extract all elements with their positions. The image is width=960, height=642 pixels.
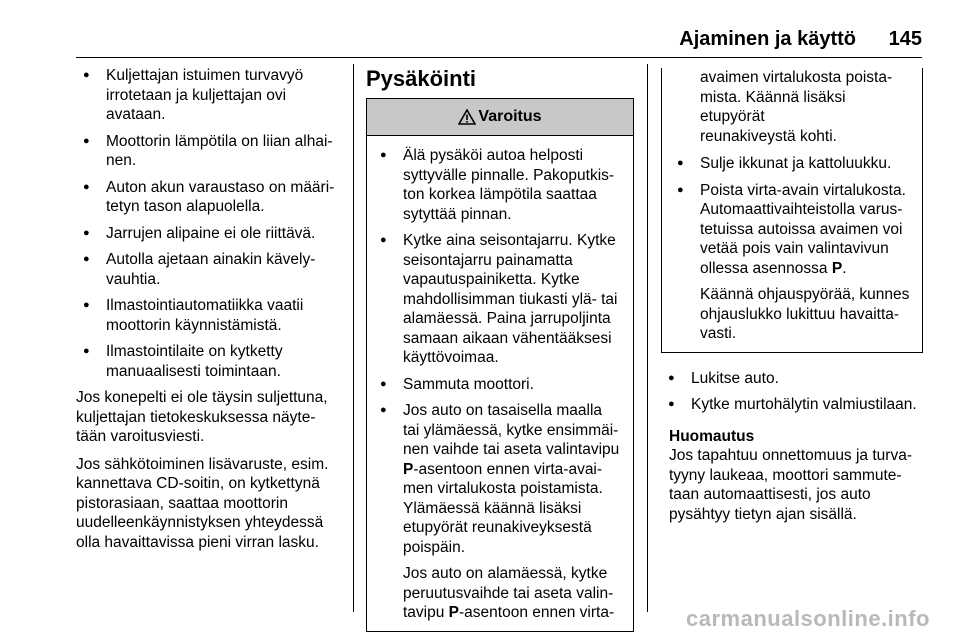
page-number: 145 bbox=[888, 28, 922, 50]
list-item bbox=[76, 296, 348, 335]
text-line: Jarrujen alipaine ei ole riittävä. bbox=[106, 224, 316, 242]
page-header bbox=[0, 0, 960, 60]
column-1 bbox=[76, 66, 348, 560]
text-line: vasti. bbox=[700, 325, 737, 342]
header-rule bbox=[76, 57, 922, 58]
text-line: tetuissa autoissa avaimen voi bbox=[700, 220, 903, 238]
list-item bbox=[76, 66, 348, 125]
text-line: pistorasiaan, saattaa moottorin bbox=[76, 494, 288, 512]
list-item bbox=[76, 132, 348, 171]
text-line: Autolla ajetaan ainakin kävely- bbox=[106, 251, 316, 268]
text-line: -asentoon ennen virta-avai- bbox=[413, 460, 603, 478]
text-line: Älä pysäköi autoa helposti bbox=[403, 147, 584, 164]
text-line: syttyvälle pinnalle. Pakoputkis- bbox=[403, 166, 615, 184]
list-item: ● Jos auto on tasaisella maalla tai ylämäessä, kytke ensimmäi- nen vaihde tai aseta valintavipu P-asentoon ennen virta-avai- men virtalukosta poistamista. Ylämäessä käännä lisäksi etupyörät reunakiveyksestä poispäin. bbox=[373, 401, 625, 557]
header-title: Ajaminen ja käyttö bbox=[679, 28, 856, 50]
text-line: sytyttää pinnan. bbox=[403, 205, 512, 223]
list-item bbox=[76, 178, 348, 217]
list-item bbox=[76, 250, 348, 289]
text-line: ohjauslukko lukittuu havaitta- bbox=[700, 305, 900, 323]
text-line: Jos auto on alamäessä, kytke bbox=[403, 565, 608, 582]
col1-paragraphs bbox=[76, 388, 348, 552]
text-line: vauhtia. bbox=[106, 270, 161, 288]
text-line: Poista virta-avain virtalukosta. bbox=[700, 181, 906, 199]
text-line: Ilmastointilaite on kytketty bbox=[106, 343, 283, 360]
list-item bbox=[373, 231, 625, 368]
warning-paragraph: Jos auto on alamäessä, kytke peruutusvaihde tai aseta valin- tavipu P-asentoon ennen virta- bbox=[403, 565, 615, 621]
section-title: Pysäköinti bbox=[366, 66, 477, 91]
text-line: kuljettajan tietokeskuksessa näyte- bbox=[76, 408, 316, 426]
text-line: Moottorin lämpötila on liian alhai- bbox=[106, 132, 333, 150]
list-item bbox=[373, 146, 625, 224]
text-line: Auton akun varaustaso on määri- bbox=[106, 178, 335, 196]
text-line: ton korkea lämpötila saattaa bbox=[403, 186, 597, 203]
list-item bbox=[76, 224, 348, 244]
text-line: avataan. bbox=[106, 106, 166, 123]
text-line: Jos sähkötoiminen lisävaruste, esim. bbox=[76, 455, 329, 473]
column-3 bbox=[661, 64, 923, 524]
text-line: alamäessä. Paina jarrupoljinta bbox=[403, 310, 611, 327]
text-line: taan automaattisesti, jos auto bbox=[669, 486, 871, 503]
text-line: tään varoitusviesti. bbox=[76, 428, 205, 445]
text-line: Kuljettajan istuimen turvavyö bbox=[106, 67, 304, 84]
warning-box bbox=[366, 98, 634, 632]
warning-header bbox=[367, 99, 633, 136]
list-item: ● Kytke murtohälytin valmiustilaan. bbox=[661, 395, 923, 415]
warning-box-continued bbox=[661, 68, 923, 353]
text-line: reunakiveystä kohti. bbox=[700, 127, 837, 145]
list-item: ● Sulje ikkunat ja kattoluukku. bbox=[670, 154, 914, 174]
note-block bbox=[661, 427, 923, 525]
text-line: käyttövoimaa. bbox=[403, 349, 499, 366]
text-line: kannettava CD-soitin, on kytkettynä bbox=[76, 475, 320, 492]
text-line: pysähtyy tietyn ajan sisällä. bbox=[669, 505, 857, 523]
text-line: Käännä ohjauspyörää, kunnes bbox=[700, 286, 910, 303]
list-item: ● Poista virta-avain virtalukosta. Automaattivaihteistolla varus- tetuissa autoissa avaimen voi vetää pois vain valintavivun ollessa asennossa P. bbox=[670, 181, 914, 279]
warning-body bbox=[367, 136, 633, 623]
text-line: irrotetaan ja kuljettajan ovi bbox=[106, 86, 287, 104]
warning-label: Varoitus bbox=[478, 108, 542, 126]
text-line: men virtalukosta poistamista. bbox=[403, 480, 603, 497]
text-line: olla havaittavissa pieni virran lasku. bbox=[76, 533, 319, 551]
text-line: manuaalisesti toimintaan. bbox=[106, 362, 281, 380]
text-line: Ilmastointiautomatiikka vaatii bbox=[106, 297, 304, 314]
text-line: vapautuspainiketta. Kytke bbox=[403, 271, 580, 288]
text-line: seisontajarru painamatta bbox=[403, 251, 573, 269]
text-line: peruutusvaihde tai aseta valin- bbox=[403, 584, 614, 602]
column-divider-2 bbox=[647, 64, 648, 612]
text-line: nen vaihde tai aseta valintavipu bbox=[403, 441, 620, 458]
paragraph bbox=[76, 455, 348, 553]
list-item: ● Sammuta moottori. bbox=[373, 375, 625, 395]
warning-triangle-icon bbox=[458, 109, 476, 125]
column-2 bbox=[366, 66, 634, 632]
text-line: samaan aikaan vähentääksesi bbox=[403, 329, 612, 347]
list-item: ● Lukitse auto. bbox=[661, 369, 923, 389]
final-steps-list bbox=[661, 369, 923, 415]
text-line: Jos konepelti ei ole täysin suljettuna, bbox=[76, 389, 328, 406]
text-line: vetää pois vain valintavivun bbox=[700, 240, 889, 257]
text-line: poispäin. bbox=[403, 538, 466, 556]
text-line: mahdollisimman tiukasti ylä- tai bbox=[403, 290, 618, 308]
text-line: nen. bbox=[106, 152, 137, 169]
text-line: tai ylämäessä, kytke ensimmäi- bbox=[403, 421, 619, 439]
text-line: tyyny laukeaa, moottori sammute- bbox=[669, 466, 902, 484]
list-item bbox=[76, 342, 348, 381]
text-line: tetyn tason alapuolella. bbox=[106, 198, 265, 215]
paragraph bbox=[76, 388, 348, 447]
text-line: uudelleenkäynnistyksen yhteydessä bbox=[76, 514, 324, 531]
text-line: mista. Käännä lisäksi etupyörät bbox=[700, 88, 846, 125]
text-line: Ylämäessä käännä lisäksi bbox=[403, 499, 582, 517]
steering-lock-paragraph bbox=[670, 285, 914, 344]
condition-list bbox=[76, 66, 348, 381]
continued-paragraph bbox=[670, 68, 914, 146]
text-line: avaimen virtalukosta poista- bbox=[700, 69, 893, 86]
column-divider-1 bbox=[353, 64, 354, 612]
text-line: Automaattivaihteistolla varus- bbox=[700, 201, 903, 218]
text-line: moottorin käynnistämistä. bbox=[106, 316, 282, 334]
watermark: carmanualsonline.info bbox=[686, 606, 930, 631]
text-line: Jos auto on tasaisella maalla bbox=[403, 402, 603, 419]
text-line: Kytke aina seisontajarru. Kytke bbox=[403, 232, 616, 249]
text-line: etupyörät reunakiveyksestä bbox=[403, 519, 592, 536]
text-line: Jos tapahtuu onnettomuus ja turva- bbox=[669, 447, 912, 464]
note-title: Huomautus bbox=[669, 427, 755, 445]
